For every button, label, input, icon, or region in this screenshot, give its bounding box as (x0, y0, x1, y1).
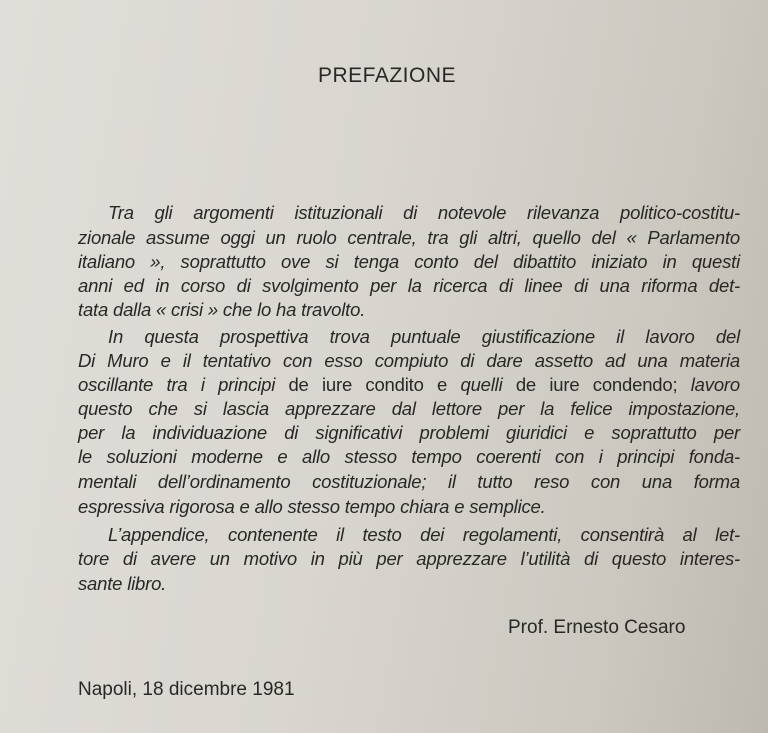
signature: Prof. Ernesto Cesaro (508, 617, 686, 638)
paragraph-1-line: italiano », soprattutto ove si tenga conto del dibattito iniziato in questi (78, 251, 740, 272)
italic-text: oscillante tra i principi (78, 374, 276, 395)
paragraph-1-line: Tra gli argomenti istituzionali di notevole rilevanza politico-costitu- (108, 202, 740, 223)
paragraph-3-line: sante libro. (78, 573, 167, 594)
paragraph-1-line: tata dalla « crisi » che lo ha travolto. (78, 299, 366, 320)
paragraph-1-line: anni ed in corso di svolgimento per la ricerca di linee di una riforma det- (78, 275, 740, 296)
paragraph-2-line: per la individuazione di significativi problemi giuridici e soprattutto per (78, 422, 740, 443)
paragraph-2-line: le soluzioni moderne e allo stesso tempo coerenti con i principi fonda- (78, 446, 740, 467)
italic-text: lavoro (690, 374, 740, 395)
latin-phrase: de iure condendo; (515, 374, 678, 395)
paragraph-3-line: tore di avere un motivo in più per apprezzare l’utilità di questo interes- (78, 548, 740, 569)
latin-phrase: de iure condito (288, 374, 424, 395)
conjunction: e (437, 374, 448, 395)
paragraph-2-line: espressiva rigorosa e allo stesso tempo chiara e semplice. (78, 496, 546, 517)
paragraph-3-line: L’appendice, contenente il testo dei regolamenti, consentirà al let- (108, 524, 740, 545)
italic-text: quelli (460, 374, 503, 395)
paragraph-2-line: Di Muro e il tentativo con esso compiuto di dare assetto ad una materia (78, 350, 740, 371)
paragraph-1-line: zionale assume oggi un ruolo centrale, tra gli altri, quello del « Parlamento (78, 227, 740, 248)
paragraph-2-line: In questa prospettiva trova puntuale giustificazione il lavoro del (108, 326, 740, 347)
page-title: PREFAZIONE (317, 64, 457, 87)
paragraph-2-line: mentali dell’ordinamento costituzionale; il tutto reso con una forma (78, 471, 740, 492)
paragraph-2-line: questo che si lascia apprezzare dal lettore per la felice impostazione, (78, 398, 740, 419)
paragraph-2-line-mixed (78, 374, 740, 396)
place-date: Napoli, 18 dicembre 1981 (78, 679, 295, 700)
